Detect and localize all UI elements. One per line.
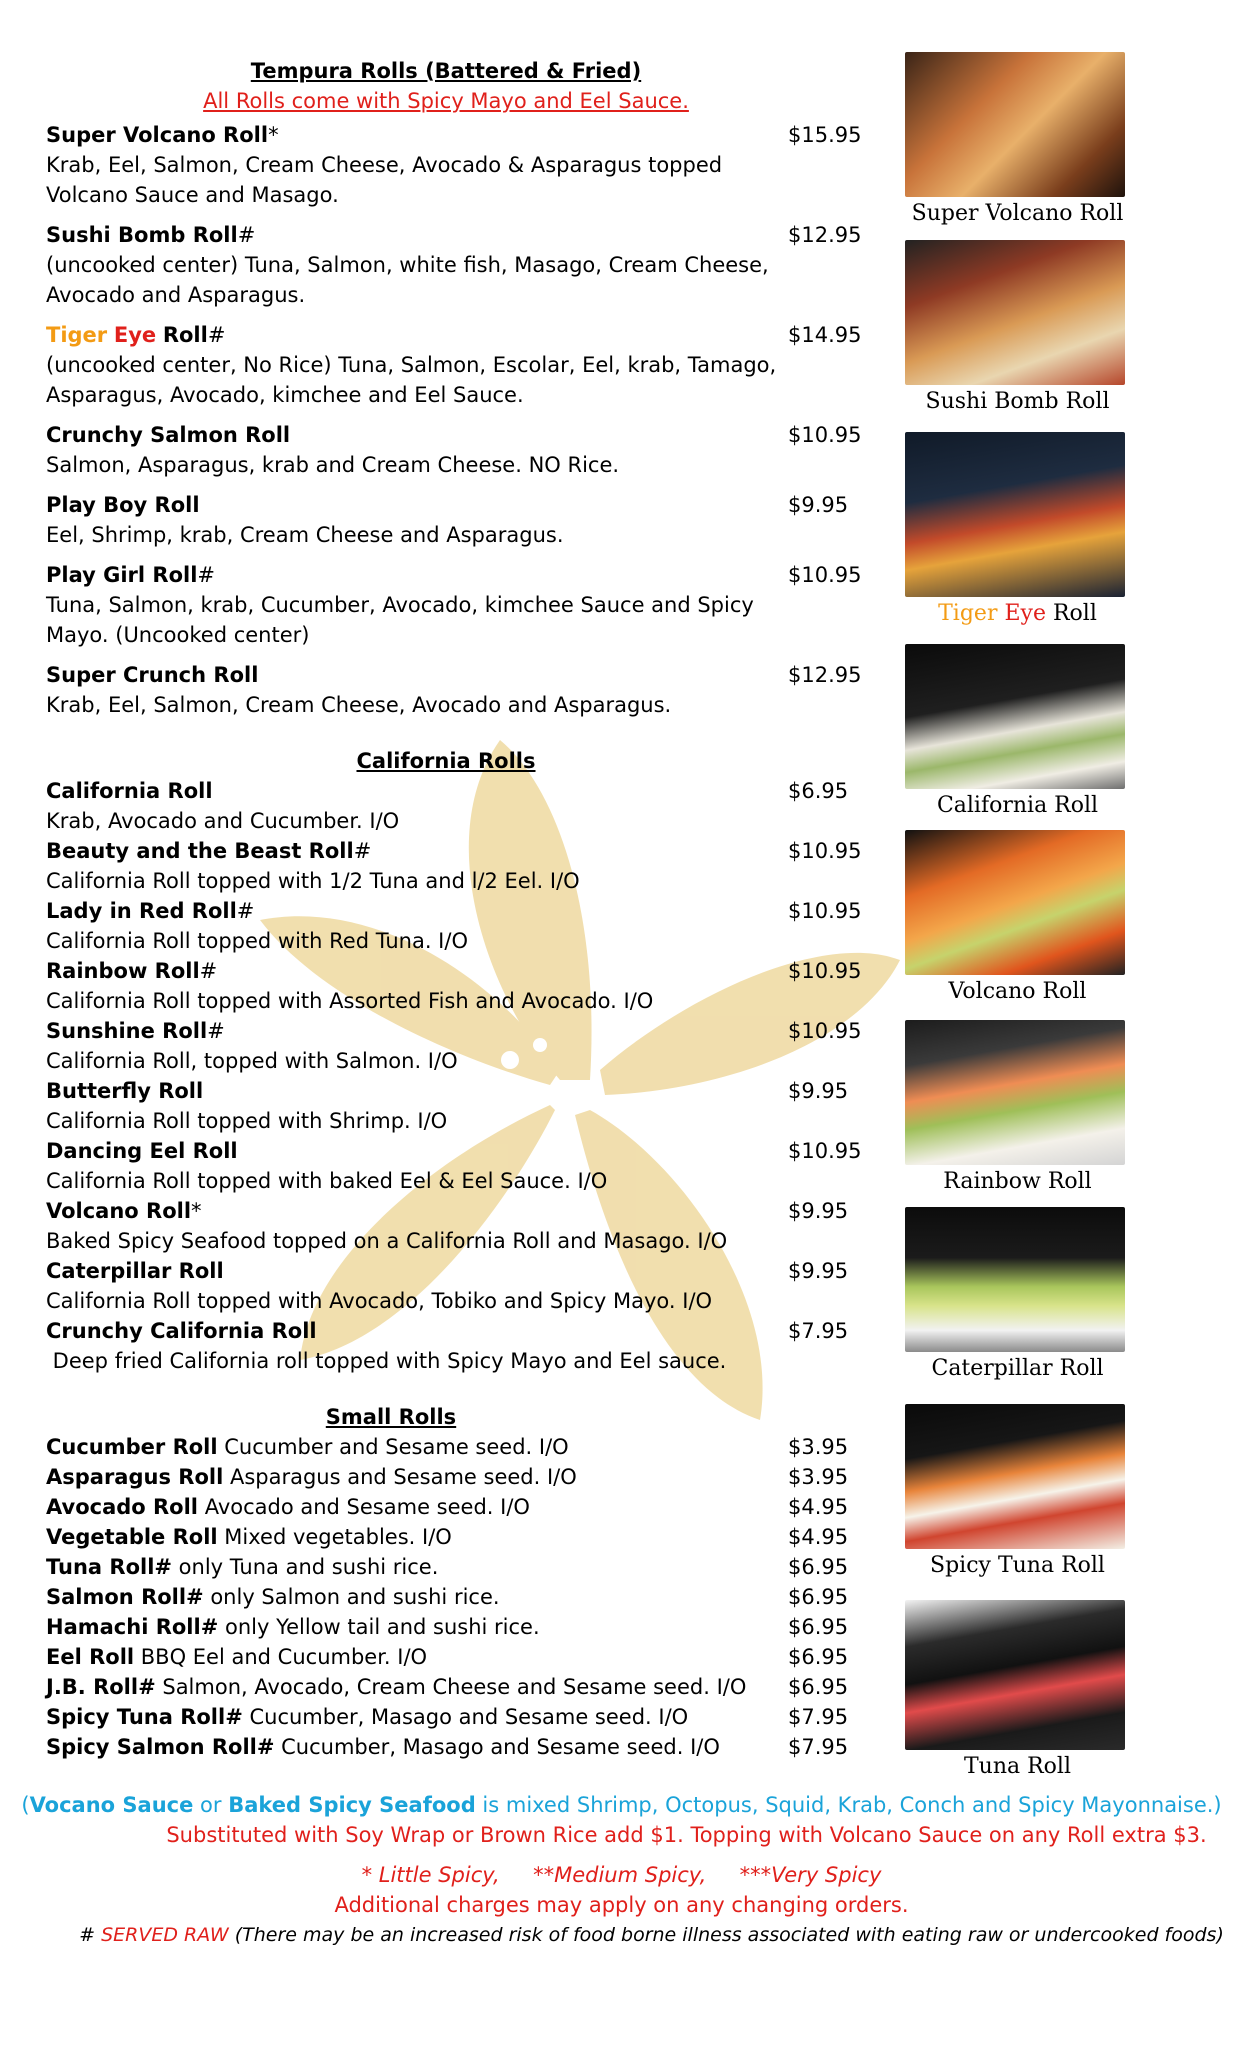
caption-tiger: Tiger xyxy=(938,601,998,626)
menu-item xyxy=(46,1462,866,1492)
item-price: $10.95 xyxy=(788,423,862,447)
item-price: $10.95 xyxy=(788,959,862,983)
item-name: Avocado Roll xyxy=(46,1495,199,1519)
item-price: $15.95 xyxy=(788,123,862,147)
raw-label: SERVED RAW xyxy=(101,1924,229,1946)
item-mark: # xyxy=(353,839,372,863)
sauce-note-rest: is mixed Shrimp, Octopus, Squid, Krab, Conch and Spicy Mayonnaise.) xyxy=(475,1793,1222,1817)
photo-caption: Spicy Tuna Roll xyxy=(930,1553,1105,1578)
item-name: Rainbow Roll xyxy=(46,959,200,983)
item-price: $7.95 xyxy=(788,1705,849,1729)
item-name-roll: Roll xyxy=(162,323,208,347)
item-price: $9.95 xyxy=(788,1079,849,1103)
item-price: $7.95 xyxy=(788,1319,849,1343)
substitution-note: Substituted with Soy Wrap or Brown Rice add $1. Topping with Volcano Sauce on any Roll extra $3. xyxy=(166,1823,1207,1847)
photo-caption: California Roll xyxy=(936,793,1099,818)
menu-item xyxy=(46,560,866,650)
item-mark: # xyxy=(197,563,216,587)
item-name: Tuna Roll# xyxy=(46,1555,172,1579)
menu-item xyxy=(46,1582,866,1612)
roll-image xyxy=(905,830,1125,975)
item-price: $3.95 xyxy=(788,1435,849,1459)
item-mark: # xyxy=(199,959,218,983)
item-desc: Salmon, Asparagus, krab and Cream Cheese. NO Rice. xyxy=(46,453,620,477)
menu-item xyxy=(46,1732,866,1762)
footer-notes xyxy=(0,1790,1243,1950)
item-name: Volcano Roll xyxy=(46,1199,192,1223)
item-name: Sunshine Roll xyxy=(46,1019,208,1043)
california-heading: California Rolls xyxy=(356,749,536,773)
item-name: Hamachi Roll# xyxy=(46,1615,219,1639)
item-price: $6.95 xyxy=(788,1675,849,1699)
sauce-note-vocano: Vocano Sauce xyxy=(29,1793,194,1817)
item-name: Cucumber Roll xyxy=(46,1435,218,1459)
item-name: Beauty and the Beast Roll xyxy=(46,839,354,863)
sauce-note-open: ( xyxy=(21,1793,30,1817)
item-desc: BBQ Eel and Cucumber. I/O xyxy=(134,1645,428,1669)
item-mark: # xyxy=(236,899,255,923)
item-mark: * xyxy=(268,123,279,147)
item-price: $9.95 xyxy=(788,1259,849,1283)
item-desc: only Salmon and sushi rice. xyxy=(203,1585,500,1609)
item-name: Salmon Roll# xyxy=(46,1585,204,1609)
item-desc: (uncooked center, No Rice) Tuna, Salmon, Escolar, Eel, krab, Tamago, Asparagus, Avocado, kimchee and Eel Sauce. xyxy=(46,353,777,407)
menu-item xyxy=(46,1316,866,1376)
item-desc: Salmon, Avocado, Cream Cheese and Sesame seed. I/O xyxy=(155,1675,747,1699)
item-name: California Roll xyxy=(46,779,213,803)
item-desc: California Roll topped with Assorted Fish and Avocado. I/O xyxy=(46,989,654,1013)
menu-item xyxy=(46,220,866,310)
menu-item xyxy=(46,420,866,480)
menu-item xyxy=(46,1702,866,1732)
menu-item xyxy=(46,776,866,836)
item-price: $12.95 xyxy=(788,223,862,247)
menu-item xyxy=(46,1432,866,1462)
photo-spicy-tuna xyxy=(905,1404,1130,1578)
photo-caption: Super Volcano Roll xyxy=(911,201,1124,226)
tempura-heading: Tempura Rolls (Battered & Fried) xyxy=(250,59,642,83)
item-price: $9.95 xyxy=(788,493,849,517)
item-desc: Asparagus and Sesame seed. I/O xyxy=(223,1465,577,1489)
menu-item xyxy=(46,956,866,1016)
item-desc: Mixed vegetables. I/O xyxy=(217,1525,452,1549)
item-name: J.B. Roll# xyxy=(46,1675,156,1699)
caption-eye: Eye xyxy=(1004,601,1046,626)
item-price: $9.95 xyxy=(788,1199,849,1223)
item-name: Crunchy Salmon Roll xyxy=(46,423,291,447)
menu-item xyxy=(46,1552,866,1582)
menu-item xyxy=(46,1672,866,1702)
item-desc: California Roll topped with Avocado, Tobiko and Spicy Mayo. I/O xyxy=(46,1289,713,1313)
item-desc: Krab, Avocado and Cucumber. I/O xyxy=(46,809,400,833)
menu-item xyxy=(46,1136,866,1196)
item-desc: California Roll, topped with Salmon. I/O xyxy=(46,1049,458,1073)
menu-item xyxy=(46,1076,866,1136)
item-desc: Cucumber, Masago and Sesame seed. I/O xyxy=(274,1735,720,1759)
item-name: Eel Roll xyxy=(46,1645,135,1669)
photo-volcano xyxy=(905,830,1130,1004)
item-mark: # xyxy=(207,1019,225,1043)
item-name-eye: Eye xyxy=(113,323,157,347)
menu-item xyxy=(46,1196,866,1256)
menu-item xyxy=(46,320,866,410)
item-name: Play Boy Roll xyxy=(46,493,200,517)
item-price: $10.95 xyxy=(788,1139,862,1163)
photo-caption: Tuna Roll xyxy=(963,1754,1071,1779)
roll-image xyxy=(905,240,1125,385)
caption-roll: Roll xyxy=(1052,601,1097,626)
item-mark: # xyxy=(207,323,226,347)
roll-image xyxy=(905,1020,1125,1165)
item-price: $7.95 xyxy=(788,1735,849,1759)
item-price: $10.95 xyxy=(788,839,862,863)
item-name: Vegetable Roll xyxy=(46,1525,218,1549)
item-desc: Eel, Shrimp, krab, Cream Cheese and Asparagus. xyxy=(46,523,564,547)
item-desc: Krab, Eel, Salmon, Cream Cheese, Avocado and Asparagus. xyxy=(46,693,672,717)
photo-caption: Sushi Bomb Roll xyxy=(925,389,1110,414)
roll-image xyxy=(905,644,1125,789)
sauce-note xyxy=(0,1790,1243,1820)
item-desc: Avocado and Sesame seed. I/O xyxy=(198,1495,530,1519)
menu-item xyxy=(46,1492,866,1522)
item-price: $6.95 xyxy=(788,1555,849,1579)
charges-note: Additional charges may apply on any changing orders. xyxy=(334,1893,909,1917)
photo-sushi-bomb xyxy=(905,240,1130,414)
item-desc: (uncooked center) Tuna, Salmon, white fish, Masago, Cream Cheese, Avocado and Asparagus. xyxy=(46,253,769,307)
menu-content xyxy=(46,56,866,1762)
item-desc: California Roll topped with Red Tuna. I/O xyxy=(46,929,468,953)
item-price: $4.95 xyxy=(788,1495,849,1519)
photo-rainbow xyxy=(905,1020,1130,1194)
item-name: Butterfly Roll xyxy=(46,1079,204,1103)
spicy-legend: * Little Spicy, **Medium Spicy, ***Very Spicy xyxy=(361,1863,882,1887)
item-price: $4.95 xyxy=(788,1525,849,1549)
item-name: Lady in Red Roll xyxy=(46,899,237,923)
item-desc: only Tuna and sushi rice. xyxy=(172,1555,439,1579)
item-name: Asparagus Roll xyxy=(46,1465,224,1489)
menu-item xyxy=(46,1016,866,1076)
item-mark: * xyxy=(191,1199,202,1223)
item-name-tiger: Tiger xyxy=(46,323,108,347)
menu-item xyxy=(46,120,866,210)
item-desc: Cucumber and Sesame seed. I/O xyxy=(217,1435,569,1459)
item-desc: Tuna, Salmon, krab, Cucumber, Avocado, kimchee Sauce and Spicy Mayo. (Uncooked center) xyxy=(46,593,754,647)
raw-mark: # xyxy=(79,1924,102,1946)
item-name: Crunchy California Roll xyxy=(46,1319,317,1343)
sauce-note-or: or xyxy=(193,1793,229,1817)
item-price: $12.95 xyxy=(788,663,862,687)
item-desc: Cucumber, Masago and Sesame seed. I/O xyxy=(242,1705,689,1729)
item-name: Play Girl Roll xyxy=(46,563,198,587)
item-price: $14.95 xyxy=(788,323,862,347)
roll-image xyxy=(905,52,1125,197)
menu-item xyxy=(46,660,866,720)
item-desc: Baked Spicy Seafood topped on a California Roll and Masago. I/O xyxy=(46,1229,728,1253)
item-desc: Deep fried California roll topped with Spicy Mayo and Eel sauce. xyxy=(46,1349,727,1373)
menu-item xyxy=(46,836,866,896)
item-price: $6.95 xyxy=(788,779,849,803)
item-desc: California Roll topped with baked Eel & Eel Sauce. I/O xyxy=(46,1169,608,1193)
item-price: $6.95 xyxy=(788,1585,849,1609)
item-price: $6.95 xyxy=(788,1645,849,1669)
menu-item xyxy=(46,1642,866,1672)
raw-text: (There may be an increased risk of food borne illness associated with eating raw or undercooked foods) xyxy=(228,1924,1224,1946)
item-price: $10.95 xyxy=(788,563,862,587)
roll-image xyxy=(905,1207,1125,1352)
roll-image xyxy=(905,1600,1125,1750)
photo-tuna xyxy=(905,1600,1130,1779)
item-price: $6.95 xyxy=(788,1615,849,1639)
item-price: $10.95 xyxy=(788,899,862,923)
item-name: Sushi Bomb Roll xyxy=(46,223,238,247)
item-name: Super Crunch Roll xyxy=(46,663,259,687)
menu-item xyxy=(46,1612,866,1642)
item-desc: California Roll topped with Shrimp. I/O xyxy=(46,1109,448,1133)
menu-item xyxy=(46,896,866,956)
item-name: Spicy Salmon Roll# xyxy=(46,1735,275,1759)
tempura-subheading: All Rolls come with Spicy Mayo and Eel Sauce. xyxy=(203,89,689,113)
sauce-note-baked: Baked Spicy Seafood xyxy=(228,1793,476,1817)
photo-caption: Volcano Roll xyxy=(948,979,1087,1004)
photo-caption: Caterpillar Roll xyxy=(931,1356,1104,1381)
item-name: Spicy Tuna Roll# xyxy=(46,1705,243,1729)
item-name: Caterpillar Roll xyxy=(46,1259,224,1283)
raw-warning xyxy=(0,1920,1243,1950)
photo-super-volcano xyxy=(905,52,1130,226)
menu-item xyxy=(46,1256,866,1316)
small-rolls-heading: Small Rolls xyxy=(325,1405,457,1429)
item-name: Dancing Eel Roll xyxy=(46,1139,238,1163)
item-price: $3.95 xyxy=(788,1465,849,1489)
photo-caterpillar xyxy=(905,1207,1130,1381)
photo-caption: Rainbow Roll xyxy=(943,1169,1092,1194)
menu-item xyxy=(46,490,866,550)
item-price: $10.95 xyxy=(788,1019,862,1043)
item-desc: only Yellow tail and sushi rice. xyxy=(218,1615,540,1639)
photo-california xyxy=(905,644,1130,818)
roll-image xyxy=(905,1404,1125,1549)
photo-tiger-eye xyxy=(905,432,1130,626)
item-mark: # xyxy=(237,223,256,247)
roll-image xyxy=(905,432,1125,597)
item-name: Super Volcano Roll xyxy=(46,123,269,147)
item-desc: Krab, Eel, Salmon, Cream Cheese, Avocado & Asparagus topped Volcano Sauce and Masago. xyxy=(46,153,723,207)
item-desc: California Roll topped with 1/2 Tuna and l/2 Eel. I/O xyxy=(46,869,580,893)
menu-item xyxy=(46,1522,866,1552)
photo-caption xyxy=(905,601,1130,626)
